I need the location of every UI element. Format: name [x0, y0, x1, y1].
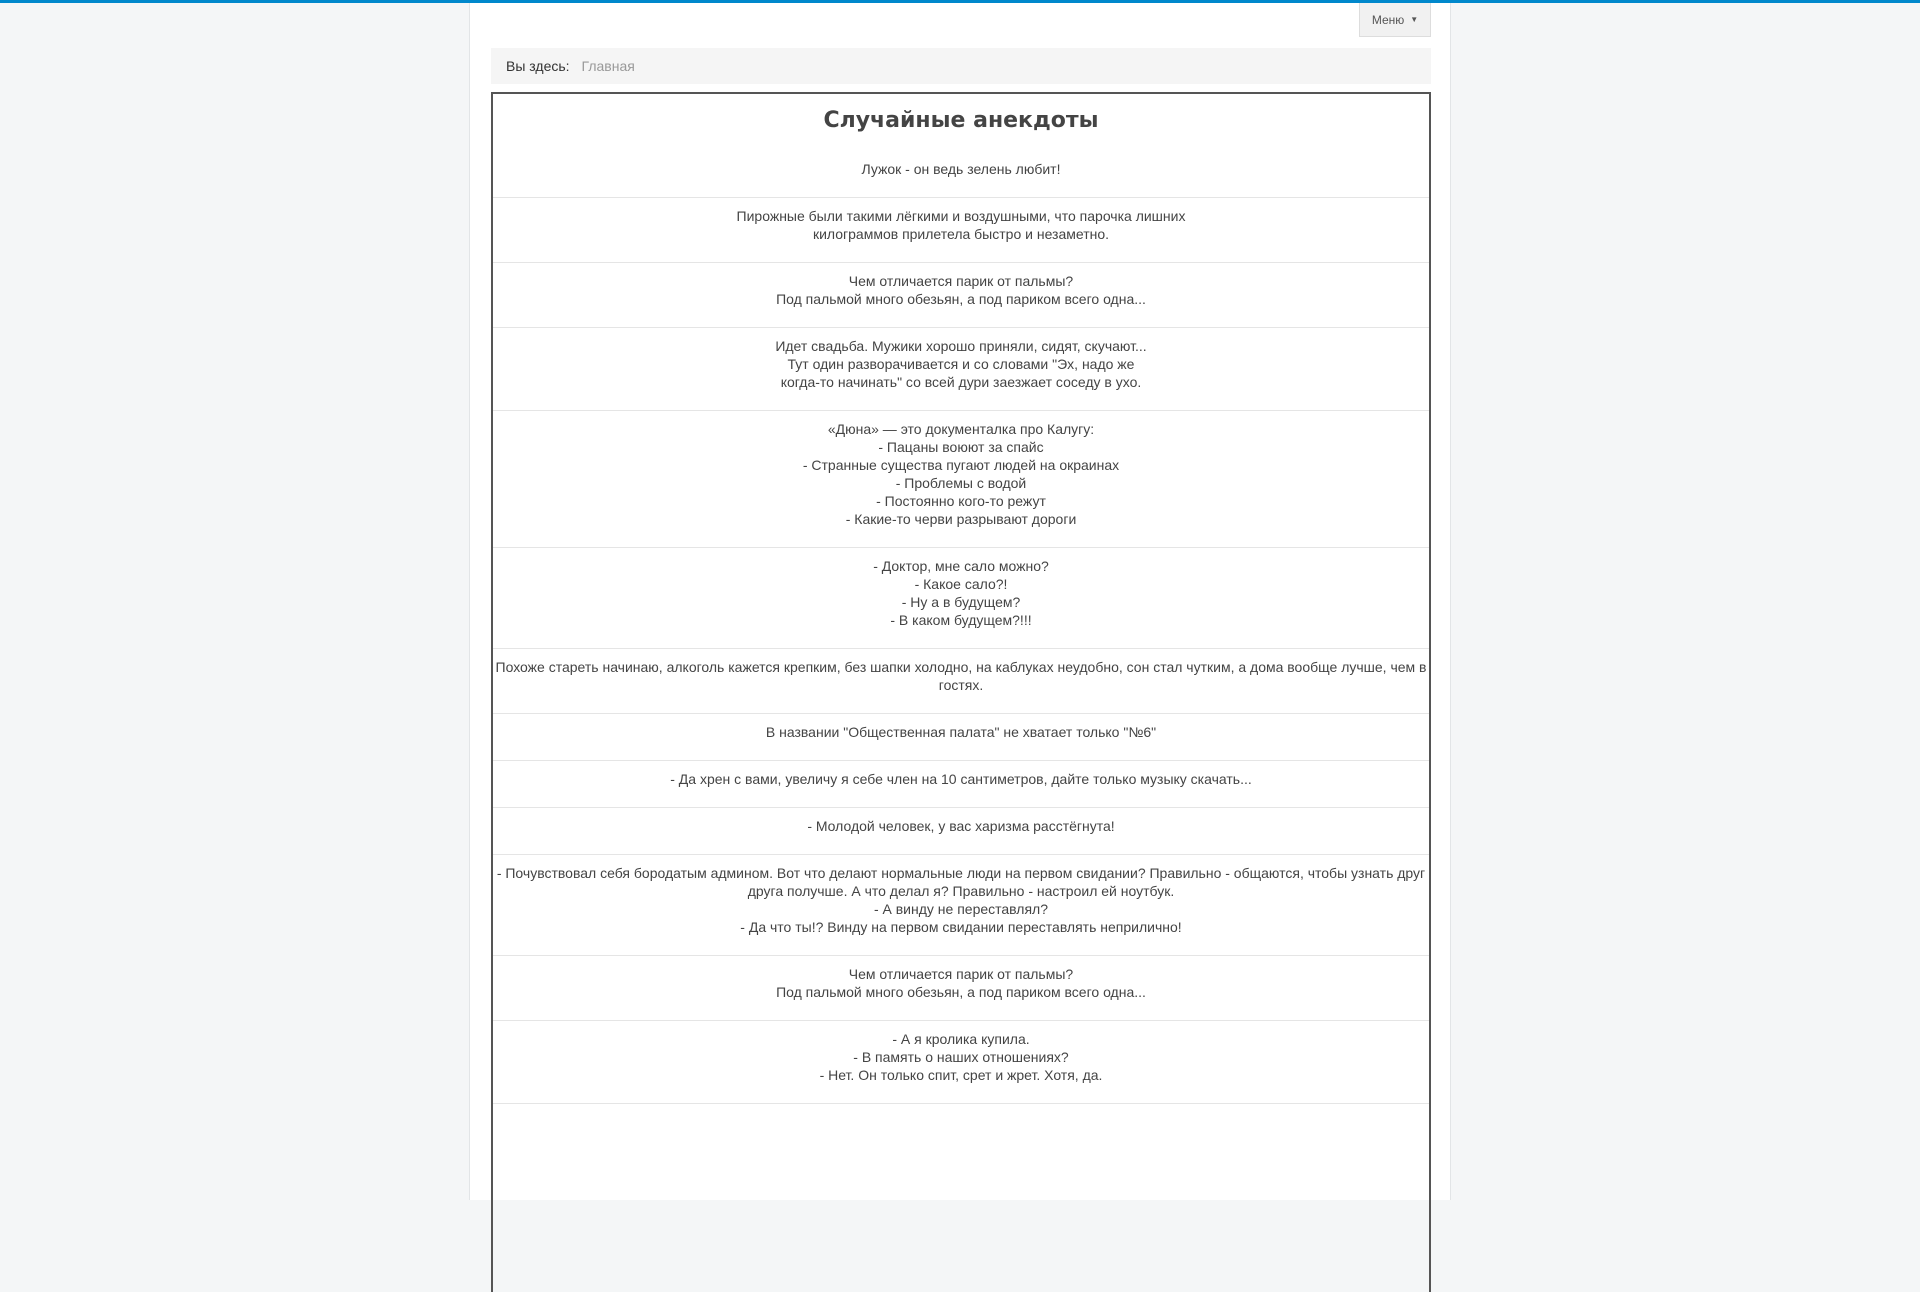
joke-item: «Дюна» — это документалка про Калугу: - Пацаны воюют за спайс - Странные существа пугают людей на окраинах - Проблемы с водой - Постоянно кого-то режут - Какие-то черви разрывают дороги [493, 411, 1429, 548]
menu-button[interactable] [1359, 3, 1431, 37]
joke-item: - Молодой человек, у вас харизма расстёгнута! [493, 808, 1429, 855]
joke-item: - Почувствовал себя бородатым админом. Вот что делают нормальные люди на первом свидании? Правильно - общаются, чтобы узнать друг друга получше. А что делал я? Правильно - настроил ей ноутбук. - А винду не переставлял? - Да что ты!? Винду на первом свидании переставлять неприлично! [493, 855, 1429, 956]
joke-item: Похоже стареть начинаю, алкоголь кажется крепким, без шапки холодно, на каблуках неудобно, сон стал чутким, а дома вообще лучше, чем в гостях. [493, 649, 1429, 714]
joke-item: Идет свадьба. Мужики хорошо приняли, сидят, скучают... Тут один разворачивается и со словами "Эх, надо же когда-то начинать" со всей дури заезжает соседу в ухо. [493, 328, 1429, 411]
caret-down-icon: ▼ [1410, 15, 1419, 24]
breadcrumb-label: Вы здесь: [506, 58, 570, 74]
joke-item: - Да хрен с вами, увеличу я себе член на 10 сантиметров, дайте только музыку скачать... [493, 761, 1429, 808]
menu-label: Меню [1371, 12, 1405, 27]
joke-item: Чем отличается парик от пальмы? Под пальмой много обезьян, а под париком всего одна... [493, 263, 1429, 328]
joke-item: Пирожные были такими лёгкими и воздушными, что парочка лишних килограммов прилетела быстро и незаметно. [493, 198, 1429, 263]
joke-item: Чем отличается парик от пальмы? Под пальмой много обезьян, а под париком всего одна... [493, 956, 1429, 1021]
jokes-module [491, 92, 1431, 1292]
page-container [469, 3, 1451, 1200]
page-title: Случайные анекдоты [823, 108, 1099, 133]
joke-item: В названии "Общественная палата" не хватает только "№6" [493, 714, 1429, 761]
joke-item: - Доктор, мне сало можно? - Какое сало?! - Ну а в будущем? - В каком будущем?!!! [493, 548, 1429, 649]
joke-item: Лужок - он ведь зелень любит! [493, 151, 1429, 198]
breadcrumb-home-link[interactable]: Главная [581, 58, 635, 74]
joke-item: - А я кролика купила. - В память о наших отношениях? - Нет. Он только спит, срет и жрет. Хотя, да. [493, 1021, 1429, 1104]
breadcrumb [491, 48, 1431, 84]
